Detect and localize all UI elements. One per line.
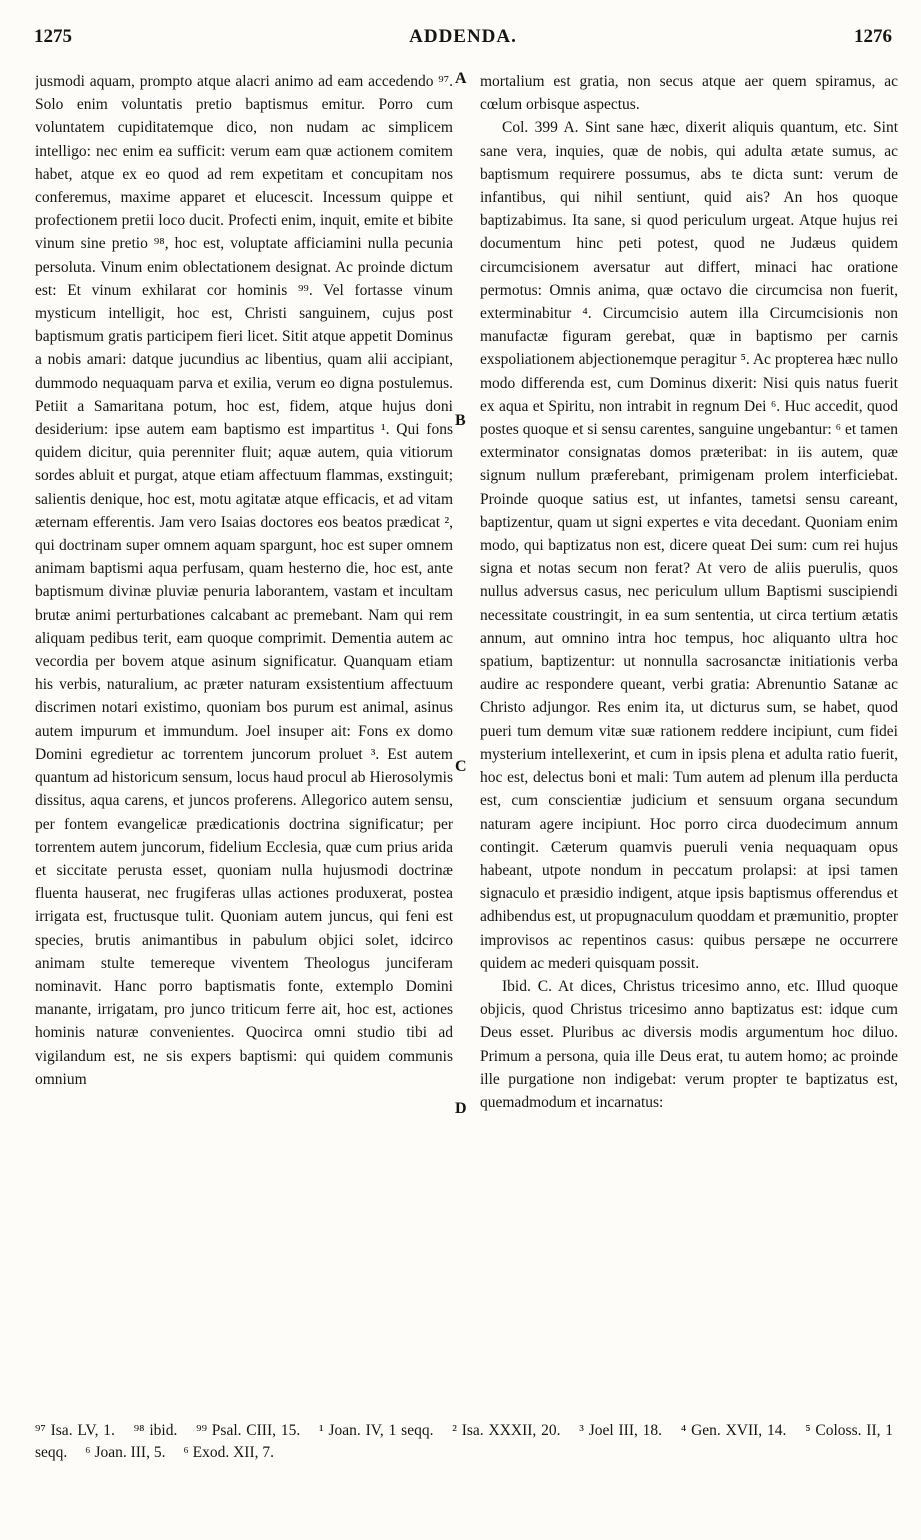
footnote: ² Isa. XXXII, 20.: [452, 1422, 561, 1439]
footnotes: [35, 1420, 893, 1464]
right-paragraph-2: Col. 399 A. Sint sane hæc, dixerit aliquis quantum, etc. Sint sane vera, inquies, quæ de nobis, qui adulta ætate sumus, ac baptismum requirere possumus, abs te dicta sunt: verum de infantibus, qui nihil sentiunt, quid ais? An hos quoque baptizabimus. Ita sane, si quod periculum urgeat. Atque hujus rei documentum hinc peti potest, quod ne Judæus quidem circumcisionem aversatur aut differt, minaci hac oratione permotus: Omnis anima, quæ octavo die circumcisa non fuerit, exterminabitur ⁴. Circumcisio autem illa Circumcisionis non manufactæ figuram gerebat, quæ in baptismo per carnis exspoliationem abjectionemque peragitur ⁵. Ac propterea hæc nullo modo differenda est, cum Dominus dixerit: Nisi quis natus fuerit ex aqua et Spiritu, non intrabit in regnum Dei ⁶. Huc accedit, quod postes quoque et si sensu carentes, sanguine ungebantur: ⁶ et tamen exterminator consignatas domos præteribat: in iis autem, quæ signum nullum præferebant, primigenam prolem interficiebat. Proinde quoque satius est, ut infantes, tametsi sensu careant, baptizentur, quam ut signi expertes e vita decedant. Quoniam enim modo, qui baptizatus non est, dicere queat Dei sum: cum rei hujus signa et notas secum non ferat? At vero de aliis puerulis, quos nullus adversus casus, nec periculum ullum Baptismi suscipiendi necessitate coustringit, in ea sum sententia, ut circa tertium ætatis annum, aut omnino intra hoc tempus, hoc aliquanto ultra hoc spatium, baptizentur: ut nonnulla sacrosanctæ initiationis verba audire ac respondere queant, verbi gratia: Abrenuntio Satanæ ac Christo adjungor. Res enim ita, ut dicturus sum, se habet, quod pueri tum demum vitæ suæ rationem reddere incipiunt, cum fidei mysterium intellexerint, et cum in ipsis plena et adulta ratio fuerit, hoc est, delectus boni et mali: Tum autem ad plenum illa perducta est, cum conscientiæ judicium et sensuum organa secundum naturam agere incipiunt. Hoc porro circa duodecimum annum contingit. Cæterum quamvis pueruli venia nequaquam opus habeant, utpote nondum in peccatum prolapsi: at ipsi tamen signaculo et præsidio indigent, atque ipsis baptismus offerendus et adhibendus est, ut propugnaculum quoddam et præmunitio, propter improvisos ac repentinos casus: quibus persæpe ne occurrere quidem ac mederi quisquam possit.: [480, 119, 898, 972]
margin-letter-a: A: [455, 70, 467, 87]
footnote: ⁹⁷ Isa. LV, 1.: [35, 1422, 115, 1439]
margin-letter-c: C: [455, 758, 467, 775]
right-page-number: 1276: [854, 26, 892, 47]
right-paragraph-1: mortalium est gratia, non secus atque aer quem spiramus, ac cœlum orbisque aspectus.: [480, 73, 898, 114]
margin-letter-b: B: [455, 412, 466, 429]
right-column: [480, 70, 898, 1390]
left-page-number: 1275: [34, 26, 72, 47]
page-title: ADDENDA.: [409, 26, 517, 47]
left-paragraph-1: jusmodi aquam, prompto atque alacri animo ad eam accedendo ⁹⁷. Solo enim voluntatis pretio baptismus emitur. Porro cum voluntatem cupiditatemque dico, non nudam ac simplicem intelligo: nec enim ea sufficit: verum eam quæ actionem comitem habet, atque ex eo quod ad rem expetitam et concupitam nos conferemus, maxime apparet et elucescit. Incessum quippe et profectionem pretii loco ducit. Profecti enim, inquit, emite et bibite vinum sine pretio ⁹⁸, hoc est, voluptate afficiamini nulla pecunia persoluta. Vinum enim oblectationem designat. Ac proinde dictum est: Et vinum exhilarat cor hominis ⁹⁹. Vel fortasse vinum mysticum intelligit, hoc est, Christi sanguinem, cujus post baptismum gratis participem fieri licet. Sitit atque appetit Dominus a nobis amari: datque jucundius ac libentius, quam alii accipiant, dummodo nequaquam parva et exilia, verum eo digna postulemus. Petiit a Samaritana potum, hoc est, fidem, atque hujus doni desiderium: ipse autem eam baptismo est impartitus ¹. Qui fons quidem dicitur, quia perenniter fluit; aquæ autem, quia vitiorum sordes abluit et purgat, atque etiam affectuum flammas, exstinguit; salientis denique, hoc est, motu agitatæ atque efficacis, et ad vitam æternam efferentis. Jam vero Isaias doctores eos beatos prædicat ², qui doctrinam super omnem aquam spargunt, hoc est super omnem animam baptismi aqua perfusam, quam hesterno die, hoc est, ante baptismum divinæ pluviæ penuria laborantem, vastam et incultam brutæ animi perturbationes calcabant ac premebant. Nam qui rem aliquam pedibus terit, eam quoque comprimit. Dementia autem ac vecordia per bovem atque asinum significatur. Quanquam etiam his verbis, naturalium, ac præter naturam exsistentium affectuum discrimen notari existimo, quoniam bos purum est animal, asinus autem impurum et immundum. Joel insuper ait: Fons ex domo Domini egredietur ac torrentem juncorum proluet ³. Est autem quantum ad historicum sensum, locus haud procul ab Hierosolymis dissitus, aqua carens, et juncos proferens. Allegorico autem sensu, per fontem evangelicæ prædicationis doctrina significatur; per torrentem autem juncorum, fidelium Ecclesia, quæ cum prius arida et siccitate perusta esset, quoniam nulla hujusmodi doctrinæ fluenta hauserat, nec frugiferas ullas actiones produxerat, postea irrigata est, fructusque tulit. Quoniam autem juncus, qui feni est species, brutis animantibus in pabulum objici solet, idcirco animam stulte temereque viventem Theologus junciferam nominavit. Hanc porro baptismatis fonte, extemplo Domini manante, irrigatam, pro junco triticum ferre ait, hoc est, actiones hominis naturæ convenientes. Quocirca omni studio tibi ad vigilandum est, ne sis expers baptismi: qui quidem communis omnium: [35, 73, 453, 1088]
right-paragraph-3: Ibid. C. At dices, Christus tricesimo anno, etc. Illud quoque objicis, quod Christus tricesimo anno baptizatus est: idque cum Deus esset. Pluribus ac diversis modis argumentum hoc diluo. Primum a persona, quia ille Deus erat, tu autem homo; ac proinde ille purgatione non indigebat: verum propter te baptizatus est, quemadmodum et incarnatus:: [480, 977, 898, 1111]
footnote: ¹ Joan. IV, 1 seqq.: [319, 1422, 434, 1439]
footnote: ⁶ Exod. XII, 7.: [183, 1444, 274, 1461]
footnote: ⁹⁸ ibid.: [133, 1422, 178, 1439]
footnote: ⁵ Coloss. II, 1 seqq.: [35, 1422, 894, 1461]
left-column: [35, 70, 453, 1390]
footnote: ³ Joel III, 18.: [579, 1422, 663, 1439]
running-header: [34, 26, 892, 56]
footnote: ⁶ Joan. III, 5.: [85, 1444, 166, 1461]
margin-letter-d: D: [455, 1100, 467, 1117]
footnote: ⁹⁹ Psal. CIII, 15.: [196, 1422, 301, 1439]
footnote: ⁴ Gen. XVII, 14.: [680, 1422, 787, 1439]
